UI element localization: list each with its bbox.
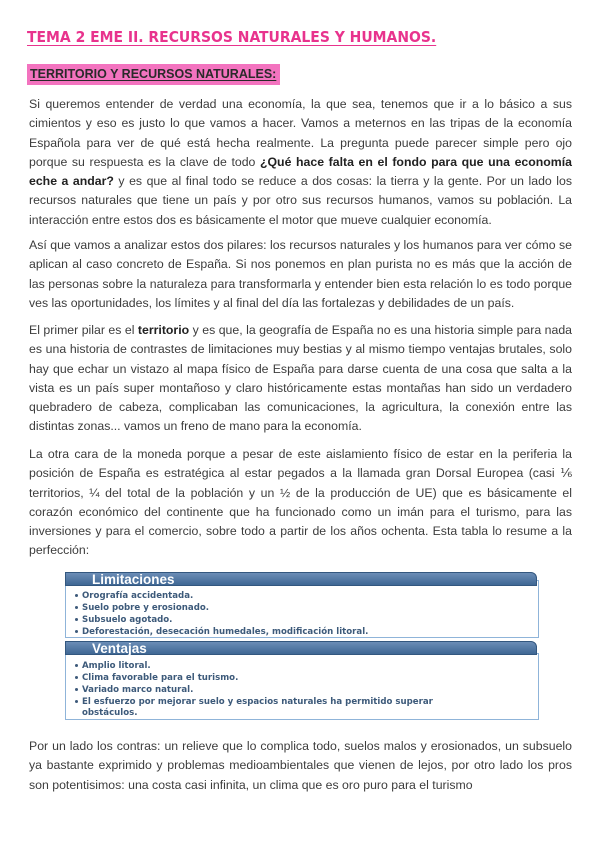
ventajas-item: Variado marco natural. — [82, 684, 538, 696]
paragraph-intro-question: ¿Qué hace falta en el fondo para que una economía eche a andar? — [29, 154, 572, 189]
paragraph-territory — [29, 321, 572, 437]
ventajas-item: Clima favorable para el turismo. — [82, 672, 538, 684]
section-heading: TERRITORIO Y RECURSOS NATURALES: — [27, 64, 280, 85]
paragraph-intro-text-a: Si queremos entender de verdad una economía, la que sea, tenemos que ir a lo básico a sus cimientos y eso es justo lo que vamos a hacer. Vamos a meternos en las tripas de la economía Española para ver de qué está hecha realmente. La pregunta puede parecer simple pero ojo porque su respuesta es la clave de todo — [29, 97, 572, 169]
limitaciones-item: Orografía accidentada. — [82, 590, 538, 602]
limitaciones-item: Suelo pobre y erosionado. — [82, 602, 538, 614]
paragraph-intro-text-b: y es que al final todo se reduce a dos cosas: la tierra y la gente. Por un lado los recursos naturales que tiene un país y por otro sus recursos humanos, vamos su población. La interacción entre estos dos es básicamente el motor que mueve cualquier economía. — [29, 174, 572, 227]
paragraph-pros-cons: Por un lado los contras: un relieve que lo complica todo, suelos malos y erosionados, un subsuelo ya bastante exprimido y problemas medioambientales que vienen de lejos, por otro lado los pros son potentisimos: una costa casi infinita, un clima que es oro puro para el turismo — [29, 739, 572, 792]
ventajas-box — [65, 653, 539, 720]
limitaciones-box — [65, 580, 539, 638]
paragraph-territory-text-a: El primer pilar es el — [29, 323, 138, 337]
paragraph-territory-keyword: territorio — [137, 323, 190, 337]
ventajas-header: Ventajas — [65, 641, 537, 655]
paragraph-territory-text-b: y es que, la geografía de España no es una historia simple para nada es una historia de contrastes de limitaciones muy bestias y al mismo tiempo ventajas brutales, solo hay que echar un vistazo al mapa físico de España para darse cuenta de una cosa que salta a la vista es un país super montañoso y claro históricamente estas montañas han sido un verdadero quebradero de cabeza, complicaban las comunicaciones, la agricultura, la conexión entre las distintas zonas... vamos un freno de mano para la economía. — [29, 323, 572, 434]
page-title: TEMA 2 EME II. RECURSOS NATURALES Y HUMANOS. — [27, 28, 437, 46]
limitaciones-list — [66, 590, 538, 638]
limitaciones-header: Limitaciones — [65, 572, 537, 586]
ventajas-item: El esfuerzo por mejorar suelo y espacios naturales ha permitido superar obstáculos. — [82, 696, 462, 718]
paragraph-pillars: Así que vamos a analizar estos dos pilares: los recursos naturales y los humanos para ver cómo se aplican al caso concreto de España. Si nos ponemos en plan purista no es más que la acción de las personas sobre la naturaleza para transformarla y entender bien esta relación lo es todo porque ves las oportunidades, los límites y al final del día las fortalezas y debilidades de un país. — [29, 238, 572, 310]
paragraph-position: La otra cara de la moneda porque a pesar de este aislamiento físico de estar en la periferia la posición de España es estratégica al estar pegados a la llamada gran Dorsal Europea (casi ⅙ territorios, ¼ del total de la población y un ½ de la producción de UE) que es básicamente el corazón económico del continente que ha funcionado como un imán para el turismo, para las inversiones y para el comercio, sobre todo a partir de los años ochenta. Esta tabla lo resume a la perfección: — [29, 447, 572, 558]
limitaciones-item: Subsuelo agotado. — [82, 614, 538, 626]
paragraph-intro — [29, 95, 572, 230]
limitaciones-item: Deforestación, desecación humedales, modificación litoral. — [82, 626, 538, 638]
ventajas-list — [66, 660, 538, 718]
ventajas-item: Amplio litoral. — [82, 660, 538, 672]
